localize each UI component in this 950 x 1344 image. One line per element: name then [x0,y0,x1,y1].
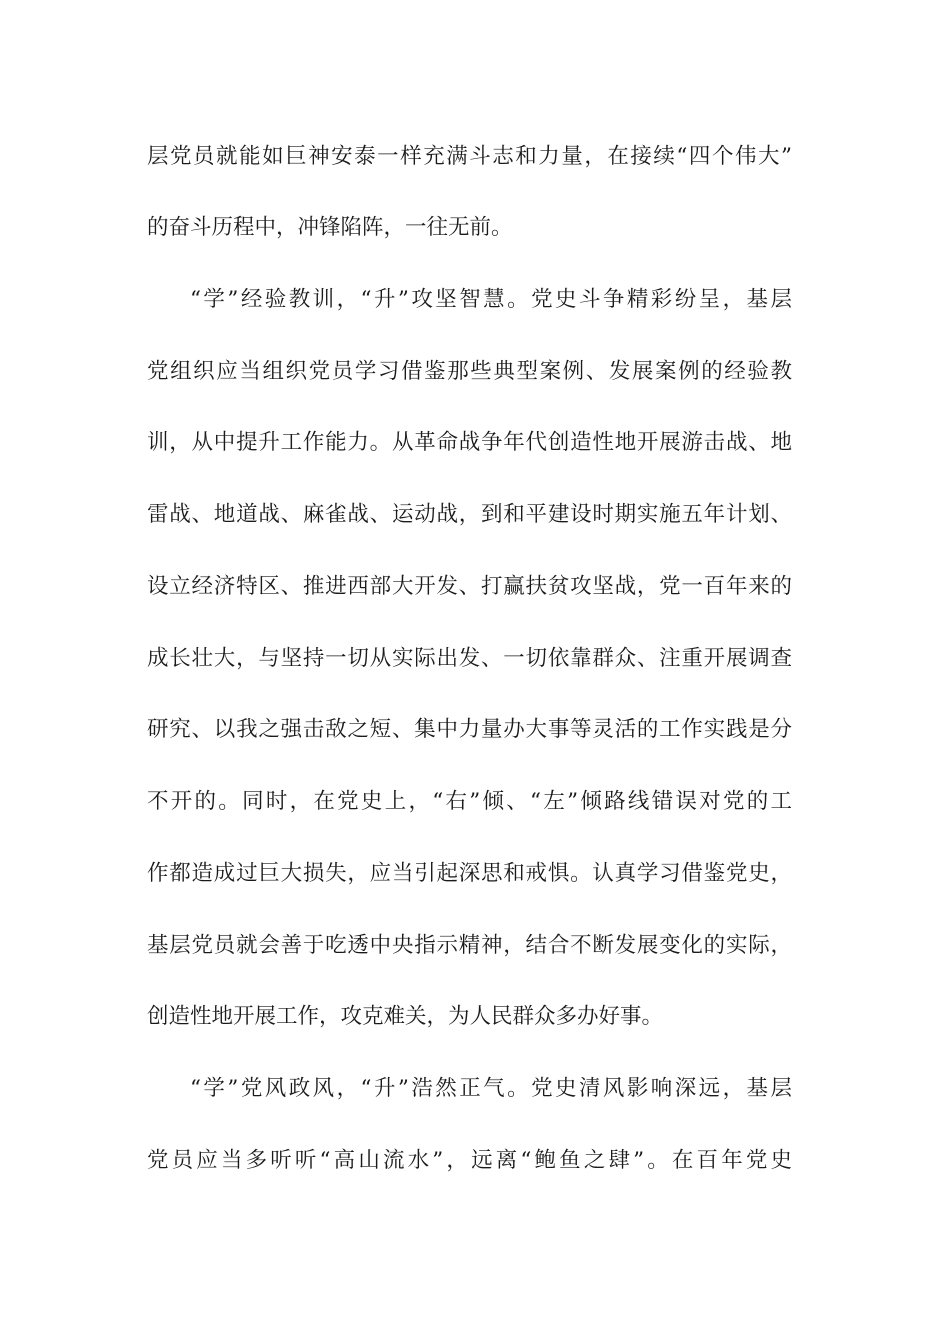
text-line-7: 设立经济特区、推进西部大开发、打赢扶贫攻坚战，党一百年来的 [147,574,792,599]
paragraph-start-line-3: “学”经验教训，“升”攻坚智慧。党史斗争精彩纷呈，基层 [190,287,792,312]
text-line-5: 训，从中提升工作能力。从革命战争年代创造性地开展游击战、地 [147,430,792,455]
text-line-15: 党员应当多听听“高山流水”，远离“鲍鱼之肆”。在百年党史 [147,1148,792,1173]
text-line-8: 成长壮大，与坚持一切从实际出发、一切依靠群众、注重开展调查 [147,646,792,671]
text-line-12: 基层党员就会善于吃透中央指示精神，结合不断发展变化的实际， [147,933,792,958]
text-line-2: 的奋斗历程中，冲锋陷阵，一往无前。 [147,215,513,240]
text-line-6: 雷战、地道战、麻雀战、运动战，到和平建设时期实施五年计划、 [147,502,792,527]
paragraph-start-line-14: “学”党风政风，“升”浩然正气。党史清风影响深远，基层 [190,1076,792,1101]
text-line-10: 不开的。同时，在党史上，“右”倾、“左”倾路线错误对党的工 [147,789,792,814]
text-line-13: 创造性地开展工作，攻克难关，为人民群众多办好事。 [147,1004,664,1029]
text-line-4: 党组织应当组织党员学习借鉴那些典型案例、发展案例的经验教 [147,359,792,384]
text-line-11: 作都造成过巨大损失，应当引起深思和戒惧。认真学习借鉴党史， [147,861,792,886]
text-line-1: 层党员就能如巨神安泰一样充满斗志和力量，在接续“四个伟大” [147,144,792,169]
text-line-9: 研究、以我之强击敌之短、集中力量办大事等灵活的工作实践是分 [147,717,792,742]
